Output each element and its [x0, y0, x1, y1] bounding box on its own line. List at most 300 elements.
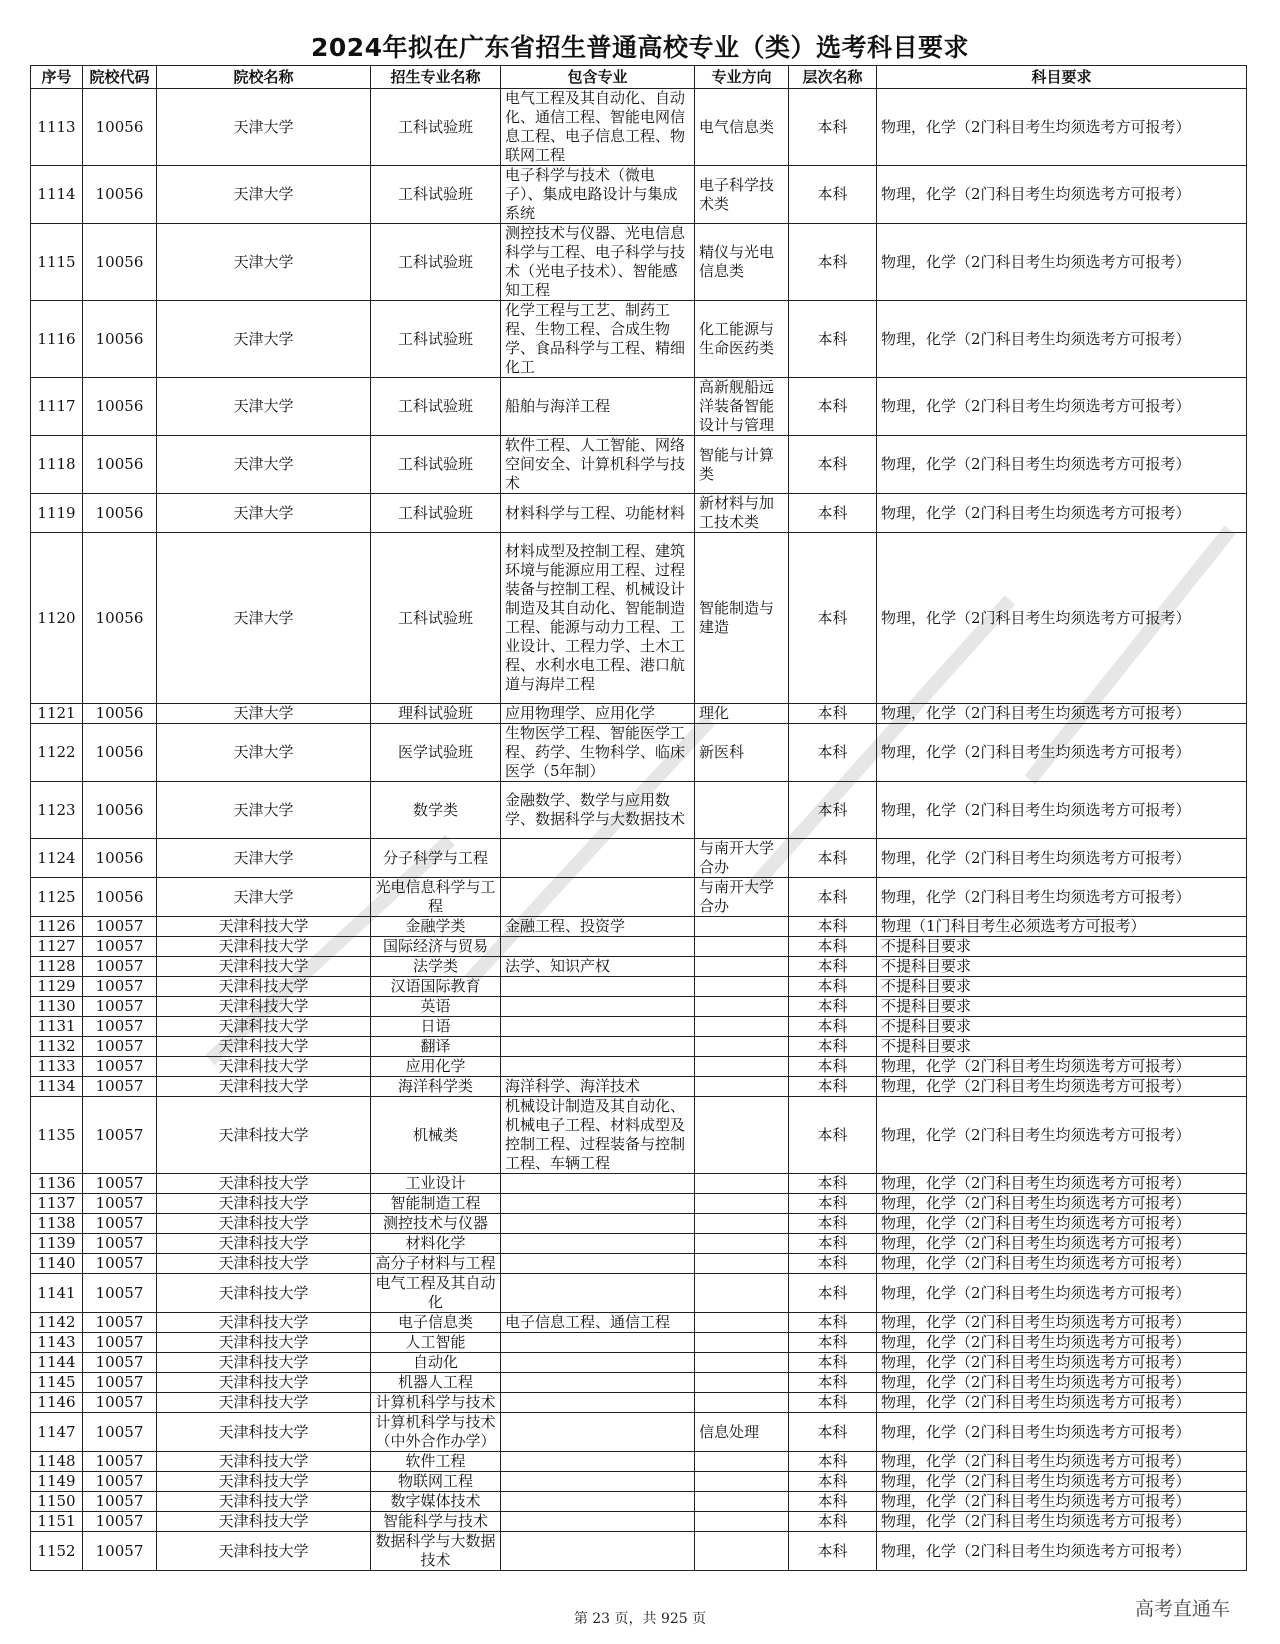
- cell-code: 10057: [83, 1333, 157, 1353]
- cell-direction: [695, 1512, 789, 1532]
- table-row: [31, 917, 1247, 937]
- table-row: [31, 878, 1247, 917]
- cell-includes: [501, 1393, 695, 1413]
- cell-major: 国际经济与贸易: [371, 937, 501, 957]
- cell-requirement: 物理，化学（2门科目考生均须选考方可报考）: [877, 1254, 1247, 1274]
- cell-no: 1140: [31, 1254, 83, 1274]
- cell-code: 10057: [83, 917, 157, 937]
- cell-level: 本科: [789, 378, 877, 436]
- table-row: [31, 1413, 1247, 1452]
- table-row: [31, 224, 1247, 301]
- cell-level: 本科: [789, 1532, 877, 1571]
- cell-includes: [501, 1452, 695, 1472]
- cell-school: 天津科技大学: [157, 1472, 371, 1492]
- cell-requirement: 物理，化学（2门科目考生均须选考方可报考）: [877, 224, 1247, 301]
- cell-code: 10056: [83, 224, 157, 301]
- cell-school: 天津大学: [157, 724, 371, 782]
- cell-school: 天津科技大学: [157, 917, 371, 937]
- table-row: [31, 1333, 1247, 1353]
- cell-school: 天津科技大学: [157, 1413, 371, 1452]
- cell-includes: [501, 1274, 695, 1313]
- cell-major: 数据科学与大数据技术: [371, 1532, 501, 1571]
- cell-major: 工科试验班: [371, 166, 501, 224]
- cell-includes: [501, 937, 695, 957]
- cell-no: 1130: [31, 997, 83, 1017]
- cell-school: 天津大学: [157, 494, 371, 533]
- cell-direction: [695, 1077, 789, 1097]
- cell-no: 1142: [31, 1313, 83, 1333]
- table-row: [31, 1373, 1247, 1393]
- cell-code: 10057: [83, 1532, 157, 1571]
- table-row: [31, 839, 1247, 878]
- cell-direction: 智能制造与建造: [695, 533, 789, 704]
- cell-code: 10056: [83, 782, 157, 839]
- cell-major: 电气工程及其自动化: [371, 1274, 501, 1313]
- cell-major: 海洋科学类: [371, 1077, 501, 1097]
- cell-requirement: 物理，化学（2门科目考生均须选考方可报考）: [877, 1174, 1247, 1194]
- cell-includes: [501, 1017, 695, 1037]
- cell-direction: 电气信息类: [695, 89, 789, 166]
- cell-level: 本科: [789, 1393, 877, 1413]
- table-row: [31, 533, 1247, 704]
- cell-no: 1118: [31, 436, 83, 494]
- cell-code: 10057: [83, 1373, 157, 1393]
- cell-direction: [695, 1214, 789, 1234]
- cell-includes: [501, 1214, 695, 1234]
- cell-no: 1139: [31, 1234, 83, 1254]
- cell-no: 1127: [31, 937, 83, 957]
- cell-no: 1144: [31, 1353, 83, 1373]
- cell-code: 10057: [83, 1472, 157, 1492]
- cell-no: 1113: [31, 89, 83, 166]
- cell-school: 天津大学: [157, 224, 371, 301]
- cell-level: 本科: [789, 1057, 877, 1077]
- cell-major: 工科试验班: [371, 436, 501, 494]
- cell-direction: 与南开大学合办: [695, 839, 789, 878]
- table-row: [31, 1194, 1247, 1214]
- table-row: [31, 494, 1247, 533]
- cell-direction: [695, 1254, 789, 1274]
- cell-code: 10057: [83, 977, 157, 997]
- table-row: [31, 1057, 1247, 1077]
- cell-school: 天津大学: [157, 436, 371, 494]
- cell-direction: [695, 1057, 789, 1077]
- cell-no: 1152: [31, 1532, 83, 1571]
- cell-direction: 新材料与加工技术类: [695, 494, 789, 533]
- cell-level: 本科: [789, 494, 877, 533]
- cell-major: 数学类: [371, 782, 501, 839]
- cell-major: 智能科学与技术: [371, 1512, 501, 1532]
- cell-direction: [695, 977, 789, 997]
- cell-level: 本科: [789, 1492, 877, 1512]
- cell-direction: 与南开大学合办: [695, 878, 789, 917]
- cell-major: 工科试验班: [371, 224, 501, 301]
- cell-code: 10056: [83, 166, 157, 224]
- cell-includes: 测控技术与仪器、光电信息科学与工程、电子科学与技术（光电子技术）、智能感知工程: [501, 224, 695, 301]
- cell-direction: [695, 1194, 789, 1214]
- cell-school: 天津大学: [157, 378, 371, 436]
- cell-major: 工科试验班: [371, 533, 501, 704]
- cell-major: 工科试验班: [371, 301, 501, 378]
- cell-code: 10057: [83, 1313, 157, 1333]
- cell-no: 1119: [31, 494, 83, 533]
- cell-no: 1143: [31, 1333, 83, 1353]
- cell-requirement: 物理，化学（2门科目考生均须选考方可报考）: [877, 1472, 1247, 1492]
- cell-no: 1122: [31, 724, 83, 782]
- cell-requirement: 不提科目要求: [877, 937, 1247, 957]
- cell-major: 分子科学与工程: [371, 839, 501, 878]
- table-header-row: [31, 66, 1247, 89]
- cell-code: 10057: [83, 997, 157, 1017]
- cell-major: 材料化学: [371, 1234, 501, 1254]
- cell-requirement: 物理，化学（2门科目考生均须选考方可报考）: [877, 704, 1247, 724]
- cell-level: 本科: [789, 957, 877, 977]
- cell-major: 计算机科学与技术（中外合作办学）: [371, 1413, 501, 1452]
- cell-level: 本科: [789, 724, 877, 782]
- table-row: [31, 1077, 1247, 1097]
- cell-no: 1125: [31, 878, 83, 917]
- cell-includes: [501, 1492, 695, 1512]
- cell-includes: [501, 878, 695, 917]
- cell-code: 10056: [83, 378, 157, 436]
- cell-no: 1126: [31, 917, 83, 937]
- cell-requirement: 物理，化学（2门科目考生均须选考方可报考）: [877, 1333, 1247, 1353]
- cell-level: 本科: [789, 1274, 877, 1313]
- cell-direction: [695, 1532, 789, 1571]
- cell-major: 光电信息科学与工程: [371, 878, 501, 917]
- cell-requirement: 物理，化学（2门科目考生均须选考方可报考）: [877, 1274, 1247, 1313]
- table-row: [31, 704, 1247, 724]
- cell-code: 10057: [83, 1413, 157, 1452]
- cell-school: 天津科技大学: [157, 937, 371, 957]
- cell-school: 天津大学: [157, 89, 371, 166]
- cell-level: 本科: [789, 1194, 877, 1214]
- cell-requirement: 物理，化学（2门科目考生均须选考方可报考）: [877, 1353, 1247, 1373]
- cell-major: 物联网工程: [371, 1472, 501, 1492]
- cell-level: 本科: [789, 533, 877, 704]
- cell-requirement: 不提科目要求: [877, 997, 1247, 1017]
- cell-requirement: 物理，化学（2门科目考生均须选考方可报考）: [877, 436, 1247, 494]
- cell-code: 10057: [83, 1194, 157, 1214]
- cell-level: 本科: [789, 1313, 877, 1333]
- cell-direction: [695, 1274, 789, 1313]
- cell-direction: [695, 1373, 789, 1393]
- cell-school: 天津科技大学: [157, 1097, 371, 1174]
- cell-requirement: 物理，化学（2门科目考生均须选考方可报考）: [877, 166, 1247, 224]
- cell-direction: [695, 957, 789, 977]
- table-row: [31, 378, 1247, 436]
- cell-code: 10057: [83, 1492, 157, 1512]
- cell-requirement: 物理，化学（2门科目考生均须选考方可报考）: [877, 494, 1247, 533]
- col-header-includes: 包含专业: [501, 66, 695, 89]
- cell-level: 本科: [789, 1097, 877, 1174]
- cell-no: 1150: [31, 1492, 83, 1512]
- cell-code: 10057: [83, 1214, 157, 1234]
- cell-major: 工科试验班: [371, 89, 501, 166]
- cell-school: 天津科技大学: [157, 1512, 371, 1532]
- cell-level: 本科: [789, 704, 877, 724]
- cell-direction: [695, 937, 789, 957]
- cell-no: 1124: [31, 839, 83, 878]
- cell-code: 10057: [83, 1452, 157, 1472]
- table-row: [31, 89, 1247, 166]
- cell-school: 天津科技大学: [157, 977, 371, 997]
- cell-major: 理科试验班: [371, 704, 501, 724]
- table-row: [31, 1532, 1247, 1571]
- cell-includes: 金融工程、投资学: [501, 917, 695, 937]
- table-row: [31, 1512, 1247, 1532]
- table-row: [31, 301, 1247, 378]
- cell-code: 10057: [83, 1174, 157, 1194]
- cell-major: 医学试验班: [371, 724, 501, 782]
- cell-direction: [695, 1393, 789, 1413]
- cell-includes: 法学、知识产权: [501, 957, 695, 977]
- col-header-level: 层次名称: [789, 66, 877, 89]
- cell-no: 1123: [31, 782, 83, 839]
- cell-includes: 金融数学、数学与应用数学、数据科学与大数据技术: [501, 782, 695, 839]
- cell-major: 测控技术与仪器: [371, 1214, 501, 1234]
- cell-includes: 电子信息工程、通信工程: [501, 1313, 695, 1333]
- cell-major: 日语: [371, 1017, 501, 1037]
- table-row: [31, 1234, 1247, 1254]
- cell-major: 翻译: [371, 1037, 501, 1057]
- cell-requirement: 不提科目要求: [877, 957, 1247, 977]
- cell-requirement: 物理，化学（2门科目考生均须选考方可报考）: [877, 878, 1247, 917]
- cell-school: 天津科技大学: [157, 1452, 371, 1472]
- cell-requirement: 物理，化学（2门科目考生均须选考方可报考）: [877, 1057, 1247, 1077]
- cell-no: 1121: [31, 704, 83, 724]
- cell-direction: 精仪与光电信息类: [695, 224, 789, 301]
- cell-level: 本科: [789, 1512, 877, 1532]
- cell-school: 天津大学: [157, 704, 371, 724]
- cell-school: 天津科技大学: [157, 1393, 371, 1413]
- cell-level: 本科: [789, 1472, 877, 1492]
- cell-level: 本科: [789, 1333, 877, 1353]
- col-header-school: 院校名称: [157, 66, 371, 89]
- cell-requirement: 物理，化学（2门科目考生均须选考方可报考）: [877, 1452, 1247, 1472]
- cell-direction: [695, 1452, 789, 1472]
- cell-code: 10057: [83, 937, 157, 957]
- table-row: [31, 1017, 1247, 1037]
- table-row: [31, 937, 1247, 957]
- cell-no: 1137: [31, 1194, 83, 1214]
- cell-direction: [695, 1097, 789, 1174]
- table-row: [31, 1037, 1247, 1057]
- cell-level: 本科: [789, 1234, 877, 1254]
- cell-direction: [695, 997, 789, 1017]
- cell-level: 本科: [789, 1452, 877, 1472]
- cell-direction: [695, 1492, 789, 1512]
- cell-no: 1141: [31, 1274, 83, 1313]
- cell-school: 天津大学: [157, 782, 371, 839]
- cell-requirement: 物理，化学（2门科目考生均须选考方可报考）: [877, 301, 1247, 378]
- cell-major: 计算机科学与技术: [371, 1393, 501, 1413]
- cell-no: 1116: [31, 301, 83, 378]
- cell-includes: 应用物理学、应用化学: [501, 704, 695, 724]
- cell-school: 天津大学: [157, 533, 371, 704]
- cell-level: 本科: [789, 1353, 877, 1373]
- cell-direction: [695, 1234, 789, 1254]
- cell-school: 天津大学: [157, 878, 371, 917]
- cell-school: 天津科技大学: [157, 997, 371, 1017]
- cell-school: 天津科技大学: [157, 1234, 371, 1254]
- cell-requirement: 物理，化学（2门科目考生均须选考方可报考）: [877, 1413, 1247, 1452]
- cell-direction: 电子科学技术类: [695, 166, 789, 224]
- cell-no: 1132: [31, 1037, 83, 1057]
- cell-includes: [501, 1413, 695, 1452]
- cell-direction: [695, 917, 789, 937]
- cell-requirement: 物理，化学（2门科目考生均须选考方可报考）: [877, 1234, 1247, 1254]
- cell-includes: [501, 839, 695, 878]
- cell-direction: 智能与计算类: [695, 436, 789, 494]
- cell-includes: 软件工程、人工智能、网络空间安全、计算机科学与技术: [501, 436, 695, 494]
- cell-no: 1115: [31, 224, 83, 301]
- cell-school: 天津科技大学: [157, 1492, 371, 1512]
- cell-direction: 理化: [695, 704, 789, 724]
- cell-includes: [501, 1373, 695, 1393]
- cell-requirement: 物理，化学（2门科目考生均须选考方可报考）: [877, 839, 1247, 878]
- cell-no: 1147: [31, 1413, 83, 1452]
- cell-major: 汉语国际教育: [371, 977, 501, 997]
- cell-includes: 机械设计制造及其自动化、机械电子工程、材料成型及控制工程、过程装备与控制工程、车辆工程: [501, 1097, 695, 1174]
- cell-no: 1131: [31, 1017, 83, 1037]
- cell-includes: [501, 1333, 695, 1353]
- cell-direction: [695, 1313, 789, 1333]
- col-header-no: 序号: [31, 66, 83, 89]
- table-row: [31, 1174, 1247, 1194]
- cell-includes: [501, 1057, 695, 1077]
- cell-code: 10057: [83, 1037, 157, 1057]
- cell-code: 10057: [83, 957, 157, 977]
- cell-school: 天津科技大学: [157, 1017, 371, 1037]
- cell-school: 天津大学: [157, 839, 371, 878]
- cell-school: 天津科技大学: [157, 957, 371, 977]
- cell-includes: [501, 1532, 695, 1571]
- cell-level: 本科: [789, 997, 877, 1017]
- cell-requirement: 物理，化学（2门科目考生均须选考方可报考）: [877, 1097, 1247, 1174]
- cell-school: 天津科技大学: [157, 1254, 371, 1274]
- table-row: [31, 436, 1247, 494]
- cell-includes: [501, 1254, 695, 1274]
- cell-level: 本科: [789, 224, 877, 301]
- cell-code: 10057: [83, 1017, 157, 1037]
- cell-code: 10057: [83, 1274, 157, 1313]
- table-row: [31, 782, 1247, 839]
- cell-code: 10057: [83, 1234, 157, 1254]
- cell-no: 1146: [31, 1393, 83, 1413]
- cell-requirement: 不提科目要求: [877, 1017, 1247, 1037]
- cell-includes: 材料科学与工程、功能材料: [501, 494, 695, 533]
- requirements-table: [30, 65, 1247, 1571]
- col-header-major: 招生专业名称: [371, 66, 501, 89]
- cell-requirement: 物理，化学（2门科目考生均须选考方可报考）: [877, 1532, 1247, 1571]
- cell-requirement: 物理，化学（2门科目考生均须选考方可报考）: [877, 782, 1247, 839]
- cell-direction: [695, 1037, 789, 1057]
- cell-no: 1114: [31, 166, 83, 224]
- cell-direction: [695, 1472, 789, 1492]
- cell-code: 10056: [83, 301, 157, 378]
- cell-level: 本科: [789, 301, 877, 378]
- cell-school: 天津大学: [157, 301, 371, 378]
- cell-school: 天津科技大学: [157, 1037, 371, 1057]
- cell-code: 10056: [83, 878, 157, 917]
- cell-direction: [695, 1353, 789, 1373]
- cell-no: 1145: [31, 1373, 83, 1393]
- cell-code: 10057: [83, 1512, 157, 1532]
- cell-no: 1148: [31, 1452, 83, 1472]
- cell-no: 1136: [31, 1174, 83, 1194]
- cell-level: 本科: [789, 1077, 877, 1097]
- cell-level: 本科: [789, 166, 877, 224]
- table-row: [31, 1274, 1247, 1313]
- cell-code: 10057: [83, 1254, 157, 1274]
- cell-includes: [501, 1194, 695, 1214]
- table-row: [31, 997, 1247, 1017]
- cell-code: 10056: [83, 724, 157, 782]
- cell-includes: 电气工程及其自动化、自动化、通信工程、智能电网信息工程、电子信息工程、物联网工程: [501, 89, 695, 166]
- cell-code: 10056: [83, 839, 157, 878]
- cell-level: 本科: [789, 839, 877, 878]
- cell-major: 高分子材料与工程: [371, 1254, 501, 1274]
- cell-direction: [695, 1174, 789, 1194]
- cell-code: 10056: [83, 704, 157, 724]
- cell-includes: [501, 977, 695, 997]
- cell-requirement: 物理，化学（2门科目考生均须选考方可报考）: [877, 1492, 1247, 1512]
- table-row: [31, 1097, 1247, 1174]
- table-row: [31, 957, 1247, 977]
- cell-code: 10057: [83, 1097, 157, 1174]
- table-row: [31, 1254, 1247, 1274]
- cell-school: 天津科技大学: [157, 1057, 371, 1077]
- cell-requirement: 物理，化学（2门科目考生均须选考方可报考）: [877, 89, 1247, 166]
- table-row: [31, 1472, 1247, 1492]
- cell-requirement: 物理，化学（2门科目考生均须选考方可报考）: [877, 378, 1247, 436]
- cell-no: 1117: [31, 378, 83, 436]
- cell-major: 机器人工程: [371, 1373, 501, 1393]
- cell-includes: [501, 1472, 695, 1492]
- cell-code: 10056: [83, 89, 157, 166]
- cell-direction: 化工能源与生命医药类: [695, 301, 789, 378]
- cell-requirement: 物理，化学（2门科目考生均须选考方可报考）: [877, 1393, 1247, 1413]
- cell-major: 自动化: [371, 1353, 501, 1373]
- col-header-requirement: 科目要求: [877, 66, 1247, 89]
- cell-major: 数字媒体技术: [371, 1492, 501, 1512]
- cell-no: 1128: [31, 957, 83, 977]
- cell-school: 天津科技大学: [157, 1353, 371, 1373]
- cell-no: 1129: [31, 977, 83, 997]
- cell-requirement: 不提科目要求: [877, 977, 1247, 997]
- cell-includes: 电子科学与技术（微电子）、集成电路设计与集成系统: [501, 166, 695, 224]
- cell-requirement: 物理，化学（2门科目考生均须选考方可报考）: [877, 533, 1247, 704]
- cell-includes: 化学工程与工艺、制药工程、生物工程、合成生物学、食品科学与工程、精细化工: [501, 301, 695, 378]
- cell-level: 本科: [789, 782, 877, 839]
- cell-level: 本科: [789, 1017, 877, 1037]
- table-row: [31, 1393, 1247, 1413]
- cell-direction: [695, 1017, 789, 1037]
- cell-code: 10057: [83, 1353, 157, 1373]
- cell-major: 工业设计: [371, 1174, 501, 1194]
- cell-requirement: 物理，化学（2门科目考生均须选考方可报考）: [877, 1512, 1247, 1532]
- cell-no: 1133: [31, 1057, 83, 1077]
- table-row: [31, 724, 1247, 782]
- cell-major: 电子信息类: [371, 1313, 501, 1333]
- cell-school: 天津科技大学: [157, 1532, 371, 1571]
- cell-level: 本科: [789, 1254, 877, 1274]
- cell-direction: [695, 782, 789, 839]
- cell-code: 10056: [83, 533, 157, 704]
- cell-direction: 高新舰船远洋装备智能设计与管理: [695, 378, 789, 436]
- table-row: [31, 1313, 1247, 1333]
